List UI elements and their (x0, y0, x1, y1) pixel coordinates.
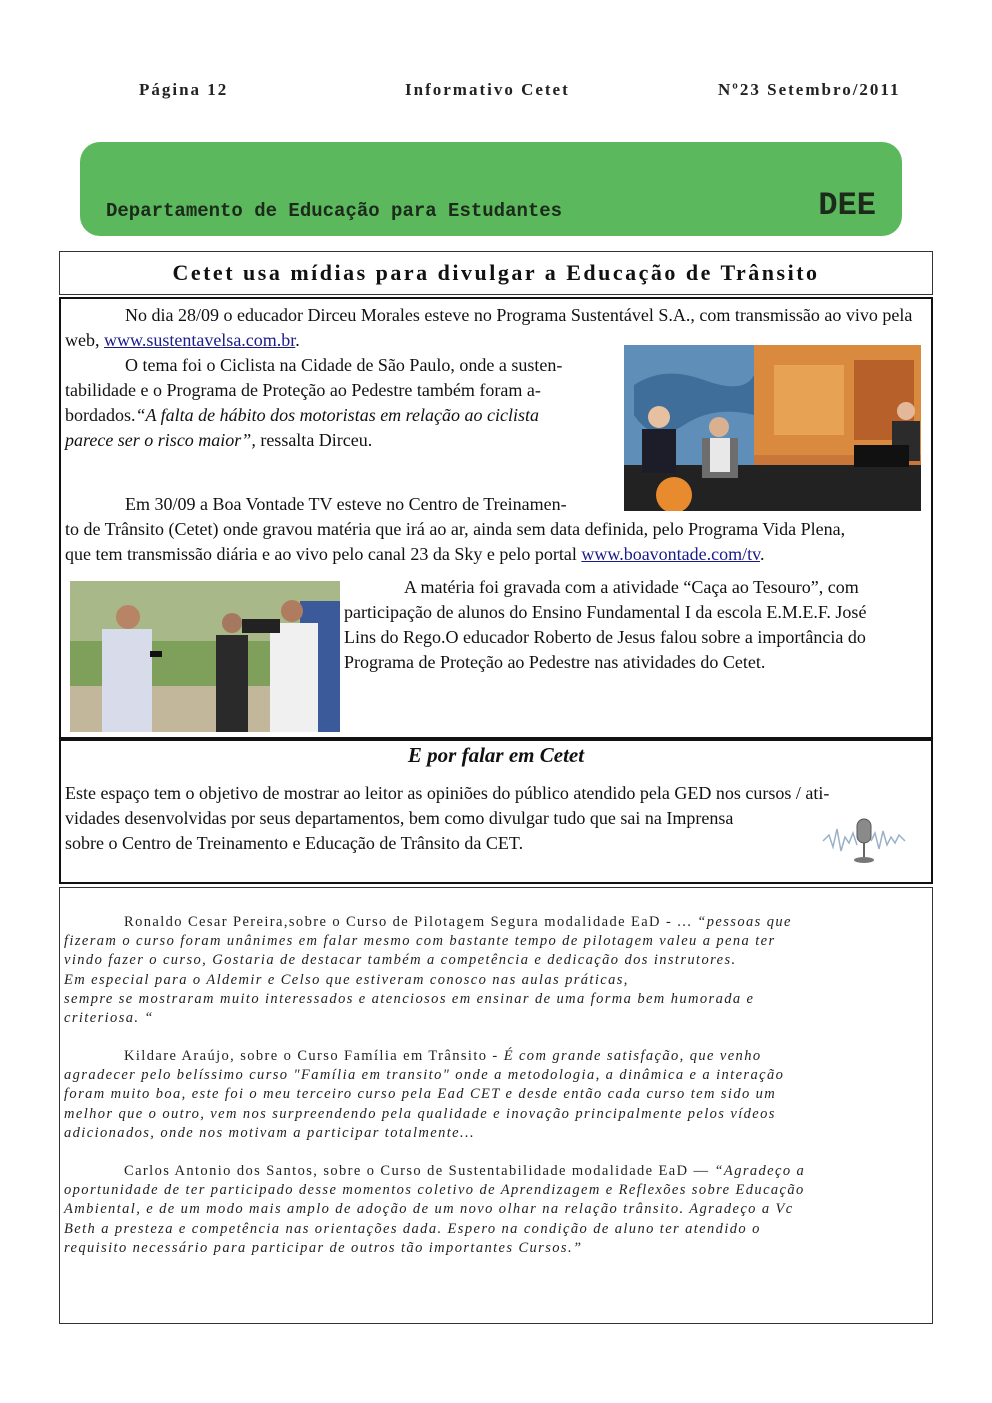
falar-em-cetet-section (59, 739, 933, 884)
issue-date: Nº23 Setembro/2011 (718, 80, 901, 99)
department-banner (80, 142, 902, 236)
paragraph-3-line-1: Em 30/09 a Boa Vontade TV esteve no Centro de Treinamen- (125, 494, 567, 514)
microphone-icon (821, 815, 907, 867)
publication-name: Informativo Cetet (405, 80, 570, 99)
quote-part-2: parece ser o risco maior”, (65, 430, 256, 450)
department-name: Departamento de Educação para Estudantes (106, 200, 563, 222)
paragraph-2-line-2: tabilidade e o Programa de Proteção ao Pedestre também foram a- (65, 380, 541, 400)
quote-part-1: “A falta de hábito dos motoristas em relação ao ciclista (135, 405, 539, 425)
paragraph-4-line-4: Programa de Proteção ao Pedestre nas atividades do Cetet. (344, 652, 766, 672)
paragraph-2-line-3: bordados.“A falta de hábito dos motoristas em relação ao ciclista (65, 405, 539, 425)
opinions-section (59, 887, 933, 1324)
opinion-kildare: Kildare Araújo, sobre o Curso Família em Trânsito - É com grande satisfação, que venho agradecer pelo belíssimo curso "Família em transito" onde a metodologia, a dinâmica e a interação foram muito boa, este foi o meu terceiro curso pela Ead CET e desde então cada curso tem sido um melhor que o outro, vem nos surpreendendo pela qualidade e inovação principalmente pelos vídeos adicionados, onde nos motivam a participar totalmente... (64, 1048, 785, 1141)
opinion-ronaldo: Ronaldo Cesar Pereira,sobre o Curso de Pilotagem Segura modalidade EaD - ... “pessoas que fizeram o curso foram unânimes em falar mesmo com bastante tempo de pilotagem valeu a pena ter vindo fazer o curso, Gostaria de destacar também a competência e dedicação dos instrutores. Em especial para o Aldemir e Celso que estiveram conosco nas aulas práticas, sempre se mostraram muito interessados e atenciosos em ensinar de uma forma bem humorada e criteriosa. “ (64, 914, 792, 1027)
paragraph-2-line-4: parece ser o risco maior”, ressalta Dirceu. (65, 430, 373, 450)
falar-line-2: vidades desenvolvidas por seus departamentos, bem como divulgar tudo que sai na Imprensa (65, 808, 734, 828)
boavontade-link[interactable]: www.boavontade.com/tv (581, 544, 760, 564)
sustentavel-link[interactable]: www.sustentavelsa.com.br (104, 330, 296, 350)
page-number: Página 12 (139, 80, 229, 99)
article-title: Cetet usa mídias para divulgar a Educação de Trânsito (172, 260, 820, 285)
paragraph-4-line-2: participação de alunos do Ensino Fundamental I da escola E.M.E.F. José (344, 602, 867, 622)
paragraph-1-text: No dia 28/09 o educador Dirceu Morales esteve no Programa Sustentável S.A., com transmissão ao vivo pela web, (65, 305, 913, 350)
tv-studio-photo (624, 345, 921, 511)
falar-title: E por falar em Cetet (407, 743, 585, 767)
paragraph-3-line-3: que tem transmissão diária e ao vivo pelo canal 23 da Sky e pelo portal www.boavontade.com/tv. (65, 544, 765, 564)
department-code: DEE (818, 187, 876, 224)
article-title-box (59, 251, 933, 295)
article-body (59, 297, 933, 739)
paragraph-1: No dia 28/09 o educador Dirceu Morales esteve no Programa Sustentável S.A., com transmissão ao vivo pela web, www.sustentavelsa.com.br. (65, 305, 913, 350)
paragraph-3-line-2: to de Trânsito (Cetet) onde gravou matéria que irá ao ar, ainda sem data definida, pelo Programa Vida Plena, (65, 519, 846, 539)
falar-line-1: Este espaço tem o objetivo de mostrar ao leitor as opiniões do público atendido pela GED nos cursos / ati- (65, 783, 830, 803)
paragraph-4-line-3: Lins do Rego.O educador Roberto de Jesus falou sobre a importância do (344, 627, 866, 647)
paragraph-2-line-1: O tema foi o Ciclista na Cidade de São Paulo, onde a susten- (125, 355, 563, 375)
opinion-carlos: Carlos Antonio dos Santos, sobre o Curso de Sustentabilidade modalidade EaD — “Agradeço a oportunidade de ter participado desse momentos coletivo de Aprendizagem e Reflexões sobre Educação Ambiental, e de um modo mais amplo de adoção de um novo olhar na relação trânsito. Agradeço a Vc Beth a presteza e competência nas orientações dada. Espero na condição de aluno ter atendido o requisito necessário para participar de outros tão importantes Cursos.” (64, 1163, 806, 1256)
paragraph-4-line-1: A matéria foi gravada com a atividade “Caça ao Tesouro”, com (404, 577, 859, 597)
interview-photo (70, 581, 340, 732)
falar-line-3: sobre o Centro de Treinamento e Educação de Trânsito da CET. (65, 833, 524, 853)
